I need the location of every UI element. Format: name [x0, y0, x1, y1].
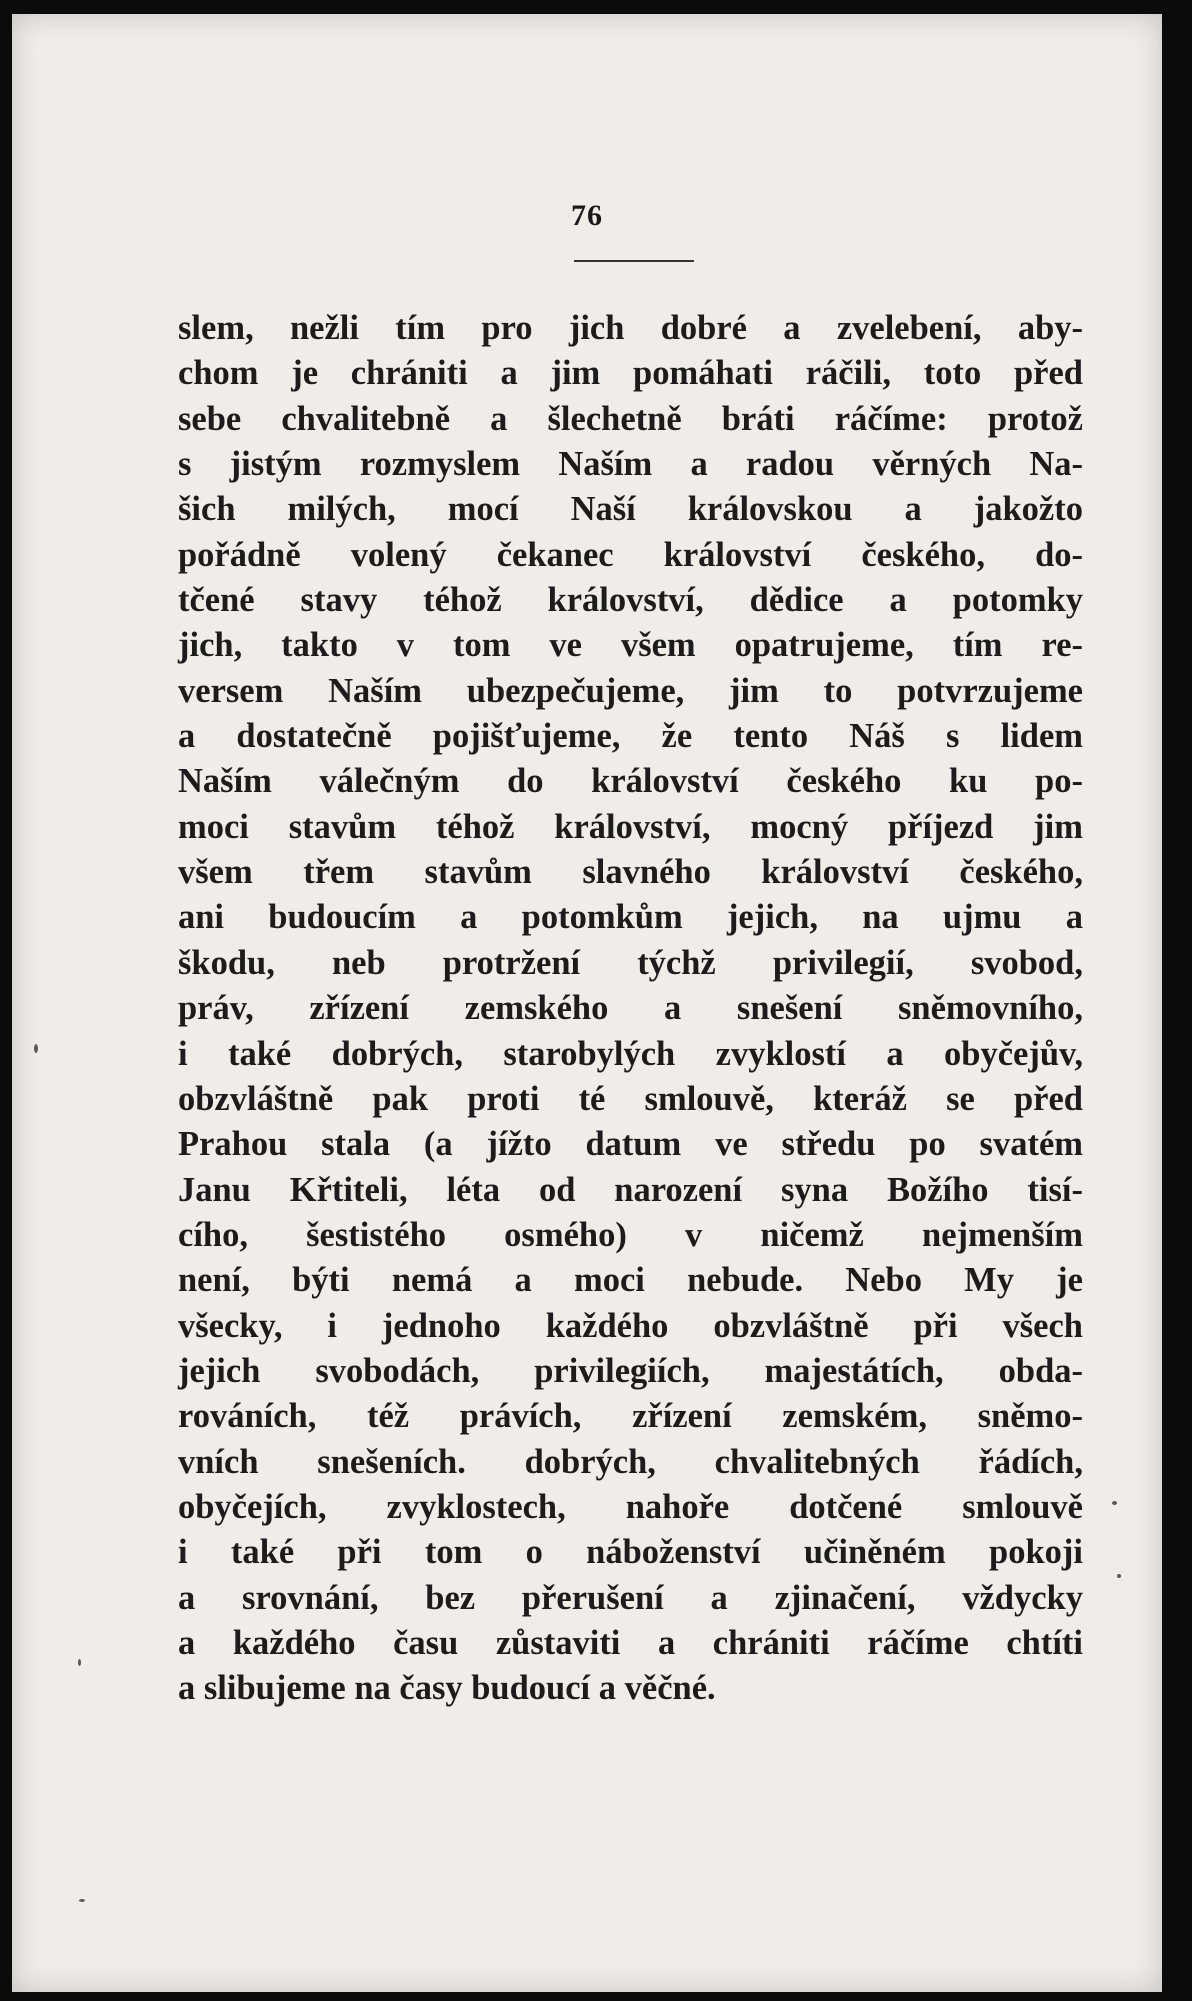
text-line: slem, nežli tím pro jich dobré a zvelebení, aby- — [178, 309, 1083, 347]
book-page — [12, 14, 1162, 1992]
text-line: a každého času zůstaviti a chrániti ráčíme chtíti — [178, 1623, 1083, 1662]
text-line: pořádně volený čekanec království českého, do- — [178, 535, 1083, 574]
paper-speck — [78, 1659, 81, 1666]
text-line: jich, takto v tom ve všem opatrujeme, tím re- — [178, 626, 1083, 665]
text-line: s jistým rozmyslem Naším a radou věrných Na- — [178, 445, 1083, 484]
paper-speck — [1117, 1574, 1121, 1578]
page-number-rule — [574, 260, 694, 262]
text-line: Naším válečným do království českého ku po- — [178, 762, 1083, 801]
text-line: obyčejích, zvyklostech, nahoře dotčené smlouvě — [178, 1487, 1083, 1526]
text-line: jejich svobodách, privilegiích, majestátích, obda- — [178, 1351, 1083, 1390]
text-line: není, býti nemá a moci nebude. Nebo My je — [178, 1261, 1083, 1300]
paper-speck — [79, 1899, 85, 1902]
text-line: versem Naším ubezpečujeme, jim to potvrzujeme — [178, 671, 1083, 710]
text-line: chom je chrániti a jim pomáhati ráčili, toto před — [178, 354, 1083, 393]
text-line: Prahou stala (a jížto datum ve středu po svatém — [178, 1125, 1083, 1164]
text-line: sebe chvalitebně a šlechetně bráti ráčíme: protož — [178, 399, 1083, 438]
text-line: škodu, neb protržení týchž privilegií, svobod, — [178, 943, 1083, 982]
text-line: práv, zřízení zemského a snešení sněmovního, — [178, 989, 1083, 1028]
text-line: rováních, též právích, zřízení zemském, sněmo- — [178, 1397, 1083, 1436]
text-line: moci stavům téhož království, mocný příjezd jim — [178, 807, 1083, 846]
paper-speck — [34, 1044, 38, 1053]
text-line: a srovnání, bez přerušení a zjinačení, vždycky — [178, 1578, 1083, 1617]
body-text — [178, 306, 1083, 1712]
text-line: obzvláštně pak proti té smlouvě, kteráž se před — [178, 1079, 1083, 1118]
text-line: vních snešeních. dobrých, chvalitebných řádích, — [178, 1442, 1083, 1481]
page-number: 76 — [571, 199, 603, 232]
text-line: cího, šestistého osmého) v ničemž nejmenším — [178, 1215, 1083, 1254]
text-line: a slibujeme na časy budoucí a věčné. — [178, 1669, 716, 1708]
text-line: všem třem stavům slavného království českého, — [178, 853, 1083, 892]
text-line: i také dobrých, starobylých zvyklostí a obyčejův, — [178, 1034, 1083, 1073]
text-line: šich milých, mocí Naší královskou a jakožto — [178, 490, 1083, 529]
text-line: i také při tom o náboženství učiněném pokoji — [178, 1533, 1083, 1572]
paper-speck — [1112, 1501, 1117, 1505]
text-line: Janu Křtiteli, léta od narození syna Božího tisí- — [178, 1170, 1083, 1209]
text-line: tčené stavy téhož království, dědice a potomky — [178, 581, 1083, 620]
text-line: ani budoucím a potomkům jejich, na ujmu a — [178, 898, 1083, 937]
text-line: všecky, i jednoho každého obzvláštně při všech — [178, 1306, 1083, 1345]
text-line: a dostatečně pojišťujeme, že tento Náš s lidem — [178, 717, 1083, 756]
